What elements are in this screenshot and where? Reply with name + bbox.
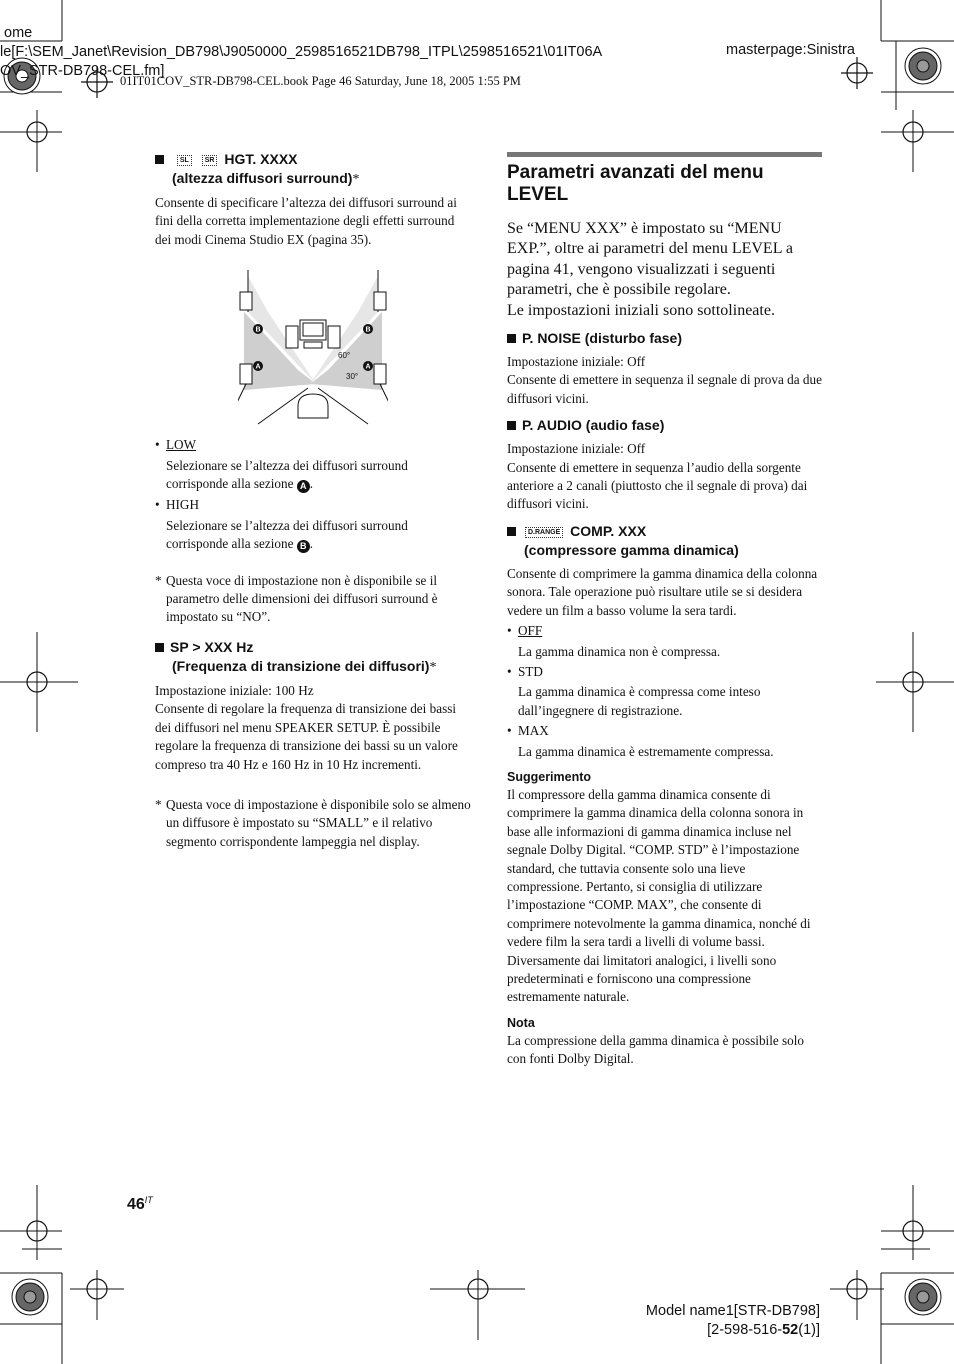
sp-subtitle: (Frequenza di transizione dei diffusori) [172,657,430,674]
model-name: Model name1[STR-DB798] [645,1303,820,1319]
right-column [507,152,822,1069]
tip-text: Il compressore della gamma dinamica consente di comprimere la gamma dinamica della colonna sonora in base alle informazioni di gamma dinamica incluse nel segnale Dolby Digital. “COMP. STD” è l’impostazione standard, che tuttavia consente solo una lieve compressione. Pertanto, si consiglia di utilizzare l’impostazione “COMP. MAX”, che consente di comprimere notevolmente la gamma dinamica, nonché di vedere film la sera tardi a livelli di volume bassi. Diversamente dai limitatori analogici, i livelli sono predeterminati e forniscono una compressione estremamente naturale. [507,786,811,1005]
surround-right-icon: SR [202,155,218,166]
high-bullet-line: • HIGH [155,497,199,513]
square-bullet-icon [507,334,516,343]
angle-30-label: 30° [346,372,359,382]
comp-option-max: • MAX La gamma dinamica è estremamente compressa. [507,722,822,761]
paudio-initial: Impostazione iniziale: Off [507,441,646,457]
high-option [155,496,473,553]
comp-heading: D.RANGE COMP. XXX [507,522,822,541]
header-masterpage: masterpage:Sinistra [726,42,855,58]
low-label: LOW [166,437,197,453]
left-column [155,150,473,851]
option-description: La gamma dinamica non è compressa. [518,643,721,659]
hgt-subtitle: (altezza diffusori surround) [172,170,353,186]
page-number: $46^{IT}$ [127,1195,153,1213]
comp-subtitle: (compressore gamma dinamica) [524,541,739,558]
sp-heading [155,638,473,657]
comp-option-off: • OFF La gamma dinamica non è compressa. [507,622,822,661]
pnoise-heading: P. NOISE (disturbo fase) [507,329,822,348]
header-path-line1: ome [4,25,33,41]
high-label: HIGH [166,497,199,513]
option-label: STD [518,663,543,679]
marker-a-icon: A [297,480,310,493]
note-heading: Nota [507,1015,535,1030]
square-bullet-icon [155,155,164,164]
sp-description: Consente di regolare la frequenza di transizione dei bassi dei diffusori nel menu SPEAKER SETUP. È possibile regolare la frequenza di transizione dei bassi su un valore compreso tra 40 Hz e 160 Hz in 10 Hz incrementi. [155,701,458,772]
pnoise-description: Consente di emettere in sequenza il segnale di prova da due diffusori vicini. [507,372,822,406]
comp-description: Consente di comprimere la gamma dinamica della colonna sonora. Tale operazione può risultare utile se si desidera vedere un film a basso volume la sera tardi. [507,565,818,618]
zone-a-label-left: A [255,363,261,371]
paudio-heading: P. AUDIO (audio fase) [507,416,822,435]
header-path-line3: OV_STR-DB798-CEL.fm] [0,63,165,79]
intro-underline-note: Le impostazioni iniziali sono sottolineate. [507,301,775,319]
speaker-height-diagram [238,266,388,428]
option-label: MAX [518,723,549,739]
comp-option-std: • STD La gamma dinamica è compressa come inteso dall’ingegnere di registrazione. [507,663,822,720]
footnote-sp: * Questa voce di impostazione è disponibile solo se almeno un diffusore è impostato su “SMALL” e il relativo segmento corrispondente lampeggia nel display. [155,796,471,849]
low-bullet-line: • LOW [155,437,197,453]
sp-initial-setting: Impostazione iniziale: 100 Hz [155,682,314,698]
square-bullet-icon [507,421,516,430]
sp-title: SP > XXX Hz [170,638,254,655]
right-low-speaker [374,364,386,384]
hgt-title: HGT. XXXX [224,151,298,167]
note-text: La compressione della gamma dinamica è possibile solo con fonti Dolby Digital. [507,1032,805,1067]
page-suffix: IT [144,1195,153,1205]
footer-model [646,1302,820,1340]
intro-paragraph: Se “MENU XXX” è impostato su “MENU EXP.”, oltre ai parametri del menu LEVEL a pagina 41, vengono visualizzati i seguenti parametri, che è possibile regolare. [507,220,793,299]
heading-rule [507,152,822,157]
center-speaker [304,342,322,348]
pnoise-initial: Impostazione iniziale: Off [507,354,646,370]
d-range-icon: D.RANGE [525,527,563,538]
option-description: La gamma dinamica è estremamente compressa. [518,743,774,759]
angle-60-label: 60° [338,351,351,361]
paudio-description: Consente di emettere in sequenza l’audio della sorgente anteriore a 2 canali (piuttosto che il segnale di prova) dai diffusori vicini. [507,459,808,512]
sp-subtitle-line [155,657,473,677]
sp-star: * [429,659,437,675]
zone-b-label-left: B [255,326,261,334]
low-description: Selezionare se l’altezza dei diffusori surround corrisponde alla sezione A . [166,457,408,492]
marker-b-icon: B [297,540,310,553]
listener-seat [298,394,328,418]
tip-heading: Suggerimento [507,769,592,784]
hgt-heading [155,150,473,169]
header-path-line2: le[F:\SEM_Janet\Revision_DB798\J9050000_2598516521DB798_ITPL\2598516521\01IT06A [0,44,603,60]
zone-a-label-right: A [365,363,371,371]
surround-left-icon: SL [177,155,192,166]
option-description: La gamma dinamica è compressa come inteso dall’ingegnere di registrazione. [518,684,761,718]
hgt-subtitle-line [155,169,473,189]
left-high-speaker [240,292,252,310]
front-left-speaker [286,326,298,348]
option-label: OFF [518,623,543,639]
high-description: Selezionare se l’altezza dei diffusori surround corrisponde alla sezione B . [166,517,408,552]
front-right-speaker [328,326,340,348]
header-book-line: 01IT01COV_STR-DB798-CEL.book Page 46 Saturday, June 18, 2005 1:55 PM [120,74,521,88]
hgt-star: * [352,172,360,187]
zone-b-label-right: B [365,326,371,334]
square-bullet-icon [507,527,516,536]
left-low-speaker [240,364,252,384]
model-code: [2-598-516-52(1)] [707,1322,820,1338]
footnote-hgt: * Questa voce di impostazione non è disponibile se il parametro delle dimensioni dei diffusori surround è impostato su “NO”. [155,572,438,625]
section-heading: Parametri avanzati del menu LEVEL [507,162,764,205]
right-high-speaker [374,292,386,310]
low-option [155,436,473,493]
hgt-description: Consente di specificare l’altezza dei diffusori surround ai fini della corretta implementazione degli effetti surround dei modi Cinema Studio EX (pagina 35). [155,195,457,247]
square-bullet-icon [155,643,164,652]
